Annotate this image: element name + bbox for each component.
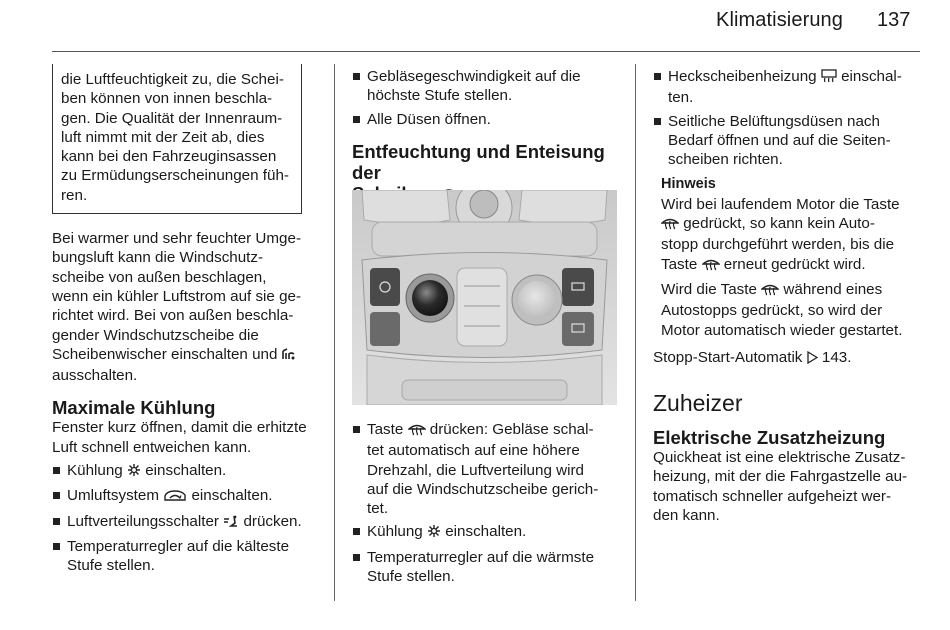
wiper-icon xyxy=(282,347,296,366)
defrost-icon xyxy=(661,216,679,235)
page-number: 137 xyxy=(877,9,911,31)
quickheat-paragraph: Quickheat ist eine elektrische Zusatz- heizung, mit der die Fahrgastzelle au- tomatisch schneller aufgeheizt wer- den kann. xyxy=(653,449,908,525)
defrost-icon xyxy=(761,282,779,301)
note-block xyxy=(653,175,921,339)
list-item: Umluftsystem einschalten. xyxy=(52,486,322,507)
note-heading: Hinweis xyxy=(661,176,716,193)
list-item: Taste drücken: Gebläse schal- tet automatisch auf eine höhere Drehzahl, die Luftverteilung wird auf die Windschutzscheibe gerich- tet. xyxy=(352,420,618,518)
heading-auxiliary-heater: Zuheizer xyxy=(653,390,743,417)
list-item: Temperaturregler auf die wärmste Stufe stellen. xyxy=(352,548,618,587)
max-cooling-intro: Fenster kurz öffnen, damit die erhitzte Luft schnell entweichen kann. xyxy=(52,419,307,456)
rear-window-heating-icon xyxy=(821,69,837,88)
note-text-2: Wird die Taste während eines Autostopps gedrückt, so wird der Motor automatisch wieder gestartet. xyxy=(661,280,903,339)
box-text: die Luftfeuchtigkeit zu, die Schei- ben können von innen beschla- gen. Die Qualität der Innenraum- luft nimmt mit der Zeit ab, dies kann bei den Fahrzeuginsassen zu Ermüdungserscheinungen füh- ren. xyxy=(61,71,289,204)
list-item: Heckscheibenheizung einschal- ten. xyxy=(653,67,921,108)
column-divider-1 xyxy=(334,64,335,601)
heading-max-cooling: Maximale Kühlung xyxy=(52,397,216,419)
column-1 xyxy=(52,64,322,576)
defrost-icon xyxy=(702,257,720,276)
note-text-1: Wird bei laufendem Motor die Taste gedrückt, so kann kein Auto- stopp durchgeführt werden, bis die Taste erneut gedrückt wird. xyxy=(661,195,921,276)
heading-defog-defrost: Entfeuchtung und Enteisung der xyxy=(352,141,618,206)
list-item: Seitliche Belüftungsdüsen nach Bedarf öffnen und auf die Seiten- scheiben richten. xyxy=(653,112,921,170)
list-item: Temperaturregler auf die kälteste Stufe stellen. xyxy=(52,537,322,576)
list-item: Kühlung einschalten. xyxy=(352,522,618,543)
column-2-lower xyxy=(352,420,618,586)
list-item: Luftverteilungsschalter drücken. xyxy=(52,512,322,533)
list-item: Alle Düsen öffnen. xyxy=(352,110,618,129)
cooling-snowflake-icon xyxy=(427,524,441,543)
chapter-title: Klimatisierung xyxy=(716,9,844,31)
list-item: Gebläsegeschwindigkeit auf die höchste Stufe stellen. xyxy=(352,67,618,106)
recirculation-icon xyxy=(163,488,187,507)
heading-electric-heater: Elektrische Zusatzheizung xyxy=(653,427,886,449)
fog-paragraph: Bei warmer und sehr feuchter Umge- bungsluft kann die Windschutz- scheibe von außen beschlagen, wenn ein kühler Luftstrom auf sie ge- richtet wird. Bei von außen beschla- gender Windschutzscheibe die Scheibenwischer einschalten und ausschalten. xyxy=(52,230,302,385)
cooling-snowflake-icon xyxy=(127,463,141,482)
air-distribution-icon xyxy=(223,514,239,533)
column-2 xyxy=(352,64,618,206)
cross-reference: Stopp-Start-Automatik 143. xyxy=(653,348,921,369)
climate-control-photo xyxy=(352,190,617,405)
list-item: Kühlung einschalten. xyxy=(52,461,322,482)
page-reference-arrow-icon xyxy=(807,350,818,369)
info-box xyxy=(52,64,302,214)
column-divider-2 xyxy=(635,64,636,601)
column-3 xyxy=(653,64,921,525)
header-rule xyxy=(52,51,920,52)
defrost-icon xyxy=(408,422,426,441)
